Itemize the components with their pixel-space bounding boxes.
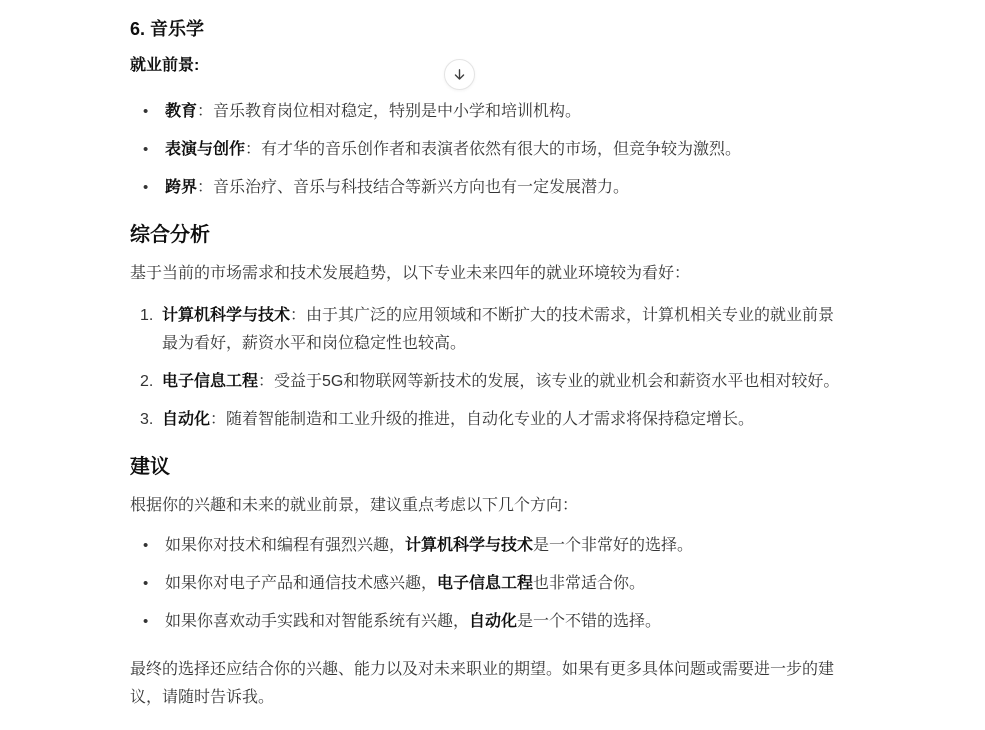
list-item-label: 表演与创作	[165, 141, 246, 158]
closing-paragraph: 最终的选择还应结合你的兴趣、能力以及对未来职业的期望。如果有更多具体问题或需要进一步的建议，请随时告诉我。	[130, 661, 835, 706]
list-item-label: 电子信息工程	[162, 373, 259, 390]
advice-list	[130, 532, 845, 636]
list-item	[130, 570, 845, 598]
list-number: 3.	[140, 411, 154, 428]
employment-outlook-label: 就业前景:	[130, 57, 200, 74]
bullet-dot: •	[143, 103, 149, 120]
bullet-dot: •	[143, 575, 149, 592]
list-item	[130, 368, 845, 396]
list-item-emphasis: 自动化	[469, 613, 518, 630]
list-item-emphasis: 电子信息工程	[437, 575, 534, 592]
list-item-text: 如果你喜欢动手实践和对智能系统有兴趣，自动化是一个不错的选择。	[165, 613, 662, 630]
bullet-dot: •	[143, 613, 149, 630]
scroll-to-bottom-button[interactable]	[444, 59, 475, 90]
bullet-dot: •	[143, 141, 149, 158]
list-item-label: 计算机科学与技术	[162, 307, 291, 324]
section-heading-analysis: 综合分析	[130, 224, 210, 246]
list-item	[130, 608, 845, 636]
list-item-text: 教育：音乐教育岗位相对稳定，特别是中小学和培训机构。	[165, 103, 582, 120]
list-item	[130, 406, 845, 434]
list-item-text: 电子信息工程：受益于5G和物联网等新技术的发展，该专业的就业机会和薪资水平也相对较好。	[162, 373, 840, 390]
list-item-label: 教育	[165, 103, 198, 120]
analysis-ranked-list	[130, 302, 845, 434]
list-item-text: 跨界：音乐治疗、音乐与科技结合等新兴方向也有一定发展潜力。	[165, 179, 630, 196]
analysis-intro: 基于当前的市场需求和技术发展趋势，以下专业未来四年的就业环境较为看好：	[130, 265, 691, 282]
list-item-label: 自动化	[162, 411, 211, 428]
section-heading-music: 6. 音乐学	[130, 19, 205, 39]
bullet-dot: •	[143, 537, 149, 554]
list-item	[130, 136, 845, 164]
list-item-emphasis: 计算机科学与技术	[405, 537, 534, 554]
list-number: 1.	[140, 307, 154, 324]
list-item-text: 如果你对技术和编程有强烈兴趣，计算机科学与技术是一个非常好的选择。	[165, 537, 694, 554]
list-item-text: 计算机科学与技术：由于其广泛的应用领域和不断扩大的技术需求，计算机相关专业的就业前景最为看好，薪资水平和岗位稳定性也较高。	[162, 307, 835, 352]
list-item	[130, 98, 845, 126]
list-item-text: 表演与创作：有才华的音乐创作者和表演者依然有很大的市场，但竞争较为激烈。	[165, 141, 742, 158]
list-item-label: 跨界	[165, 179, 198, 196]
list-item	[130, 532, 845, 560]
list-item-text: 自动化：随着智能制造和工业升级的推进，自动化专业的人才需求将保持稳定增长。	[162, 411, 755, 428]
list-item-text: 如果你对电子产品和通信技术感兴趣，电子信息工程也非常适合你。	[165, 575, 646, 592]
section-heading-advice: 建议	[130, 456, 170, 478]
bullet-dot: •	[143, 179, 149, 196]
list-item	[130, 302, 845, 358]
list-number: 2.	[140, 373, 154, 390]
advice-intro: 根据你的兴趣和未来的就业前景，建议重点考虑以下几个方向：	[130, 497, 579, 514]
music-outlook-list	[130, 98, 845, 202]
list-item	[130, 174, 845, 202]
assistant-message-content	[130, 0, 845, 712]
arrow-down-icon	[452, 67, 467, 82]
